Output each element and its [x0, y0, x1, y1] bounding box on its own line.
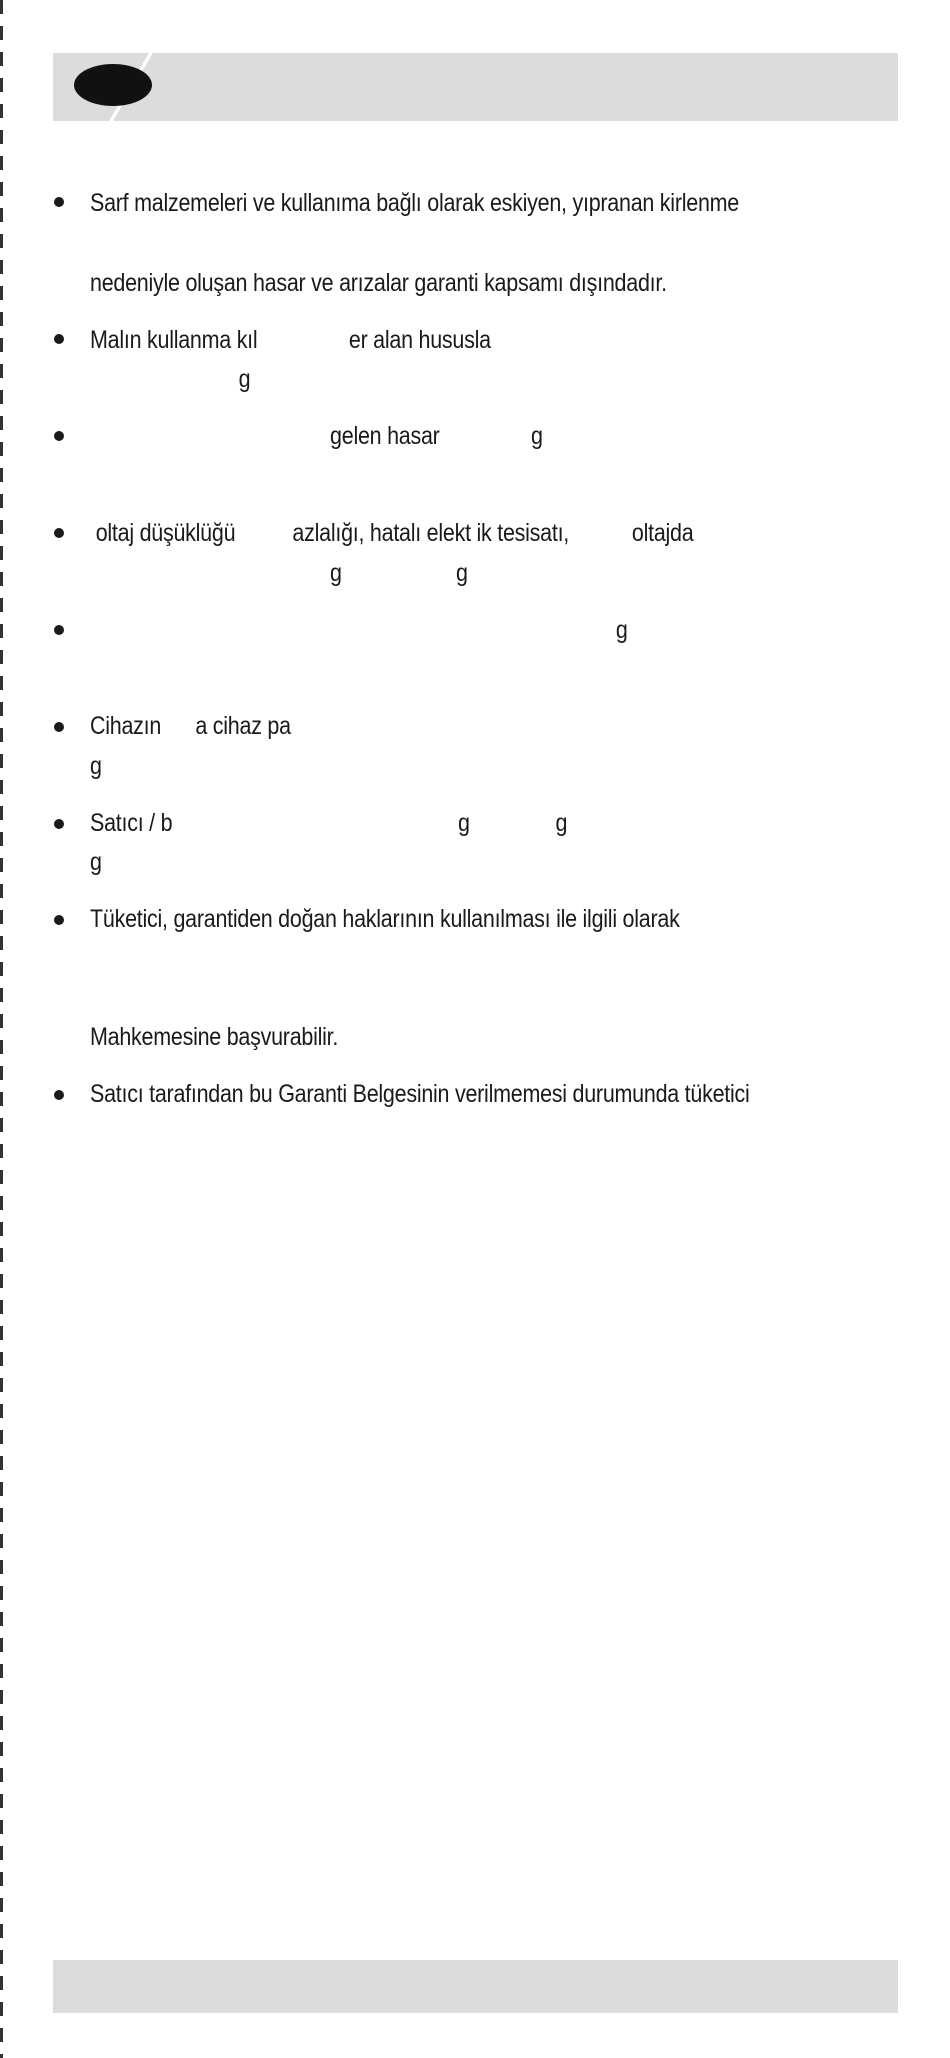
item-line: g [90, 365, 251, 393]
bullet-icon [54, 819, 64, 829]
footer-band [53, 1960, 898, 2013]
section-header-band [53, 53, 898, 121]
bullet-icon [54, 528, 64, 538]
item-line: g [90, 616, 628, 644]
bullet-icon [54, 722, 64, 732]
bullet-icon [54, 1090, 64, 1100]
item-line: Satıcı tarafından bu Garanti Belgesinin verilmemesi durumunda tüketici [90, 1080, 750, 1108]
item-line: g [90, 848, 102, 876]
item-line: Mahkemesine başvurabilir. [90, 1023, 339, 1051]
item-line: Satıcı / b g g [90, 809, 568, 837]
item-line: oltaj düşüklüğü azlalığı, hatalı elekt ik tesisatı, oltajda [90, 519, 694, 547]
header-graphic [53, 53, 898, 121]
language-badge-icon [74, 64, 152, 106]
bullet-icon [54, 197, 64, 207]
bullet-icon [54, 915, 64, 925]
item-line: gelen hasar g [90, 422, 543, 450]
item-line: Sarf malzemeleri ve kullanıma bağlı olarak eskiyen, yıpranan kirlenme [90, 189, 740, 217]
item-line: nedeniyle oluşan hasar ve arızalar garanti kapsamı dışındadır. [90, 269, 667, 297]
bullet-icon [54, 334, 64, 344]
item-line: g g [90, 559, 468, 587]
dashed-cut-line [0, 0, 3, 2058]
item-line: Tüketici, garantiden doğan haklarının kullanılması ile ilgili olarak [90, 905, 680, 933]
item-line: Malın kullanma kıl er alan hususla [90, 326, 491, 354]
bullet-icon [54, 625, 64, 635]
bullet-icon [54, 431, 64, 441]
item-line: g [90, 752, 102, 780]
item-line: Cihazın a cihaz pa [90, 712, 291, 740]
